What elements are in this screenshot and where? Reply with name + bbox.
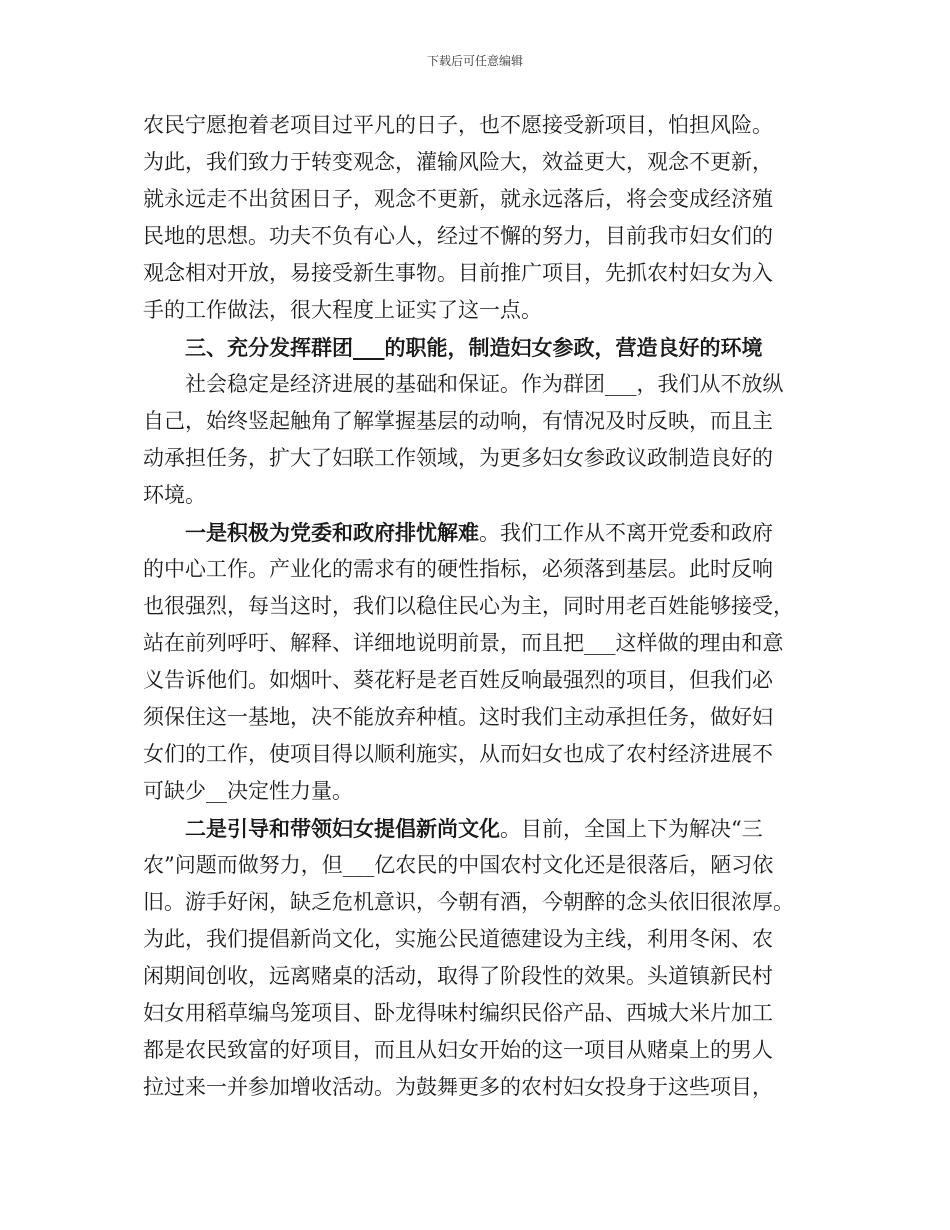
text-line: 义告诉他们。如烟叶、葵花籽是老百姓反响最强烈的项目，但我们必 [143,668,773,692]
text-line: 站在前列呼吁、解释、详细地说明前景，而且把___这样做的理由和意 [143,631,784,655]
point-text: 。我们工作从不离开党委和政府 [479,521,773,545]
document-body [143,107,811,1106]
text-line: 为此，我们提倡新尚文化，实施公民道德建设为主线，利用冬闲、农 [143,927,773,951]
text-line: 自己，始终竖起触角了解掌握基层的动响，有情况及时反映，而且主 [143,409,773,433]
section-heading: 三、充分发挥群团___的职能，制造妇女参政，营造良好的环境 [185,335,763,360]
text-line: 女们的工作，使项目得以顺利施实，从而妇女也成了农村经济进展不 [143,742,773,766]
text-line [143,514,811,551]
text-line: 拉过来一并参加增收活动。为鼓舞更多的农村妇女投身于这些项目， [143,1075,773,1099]
text-line: 可缺少__决定性力量。 [143,779,353,803]
point-text: 。目前，全国上下为解决“三 [500,817,763,841]
page-header: 下载后可任意编辑 [426,54,523,68]
text-line: 的中心工作。产业化的需求有的硬性指标，必须落到基层。此时反响 [143,557,773,581]
point-heading: 一是积极为党委和政府排忧解难 [185,520,479,545]
text-line: 环境。 [143,483,206,507]
point-heading: 二是引导和带领妇女提倡新尚文化 [185,816,500,841]
text-line: 动承担任务，扩大了妇联工作领域，为更多妇女参政议政制造良好的 [143,446,773,470]
text-line: 都是农民致富的好项目，而且从妇女开始的这一项目从赌桌上的男人 [143,1038,773,1062]
text-line: 农”问题而做努力，但___亿农民的中国农村文化还是很落后，陋习依 [143,853,774,877]
text-line: 观念相对开放，易接受新生事物。目前推广项目，先抓农村妇女为入 [143,261,773,285]
text-line: 民地的思想。功夫不负有心人，经过不懈的努力，目前我市妇女们的 [143,224,773,248]
text-line: 手的工作做法，很大程度上证实了这一点。 [143,298,542,322]
text-line: 旧。游手好闲，缺乏危机意识，今朝有酒，今朝醉的念头依旧很浓厚。 [143,890,794,914]
text-line: 为此，我们致力于转变观念，灌输风险大，效益更大，观念不更新， [143,150,773,174]
text-line: 农民宁愿抱着老项目过平凡的日子，也不愿接受新项目，怕担风险。 [143,113,773,137]
text-line: 社会稳定是经济进展的基础和保证。作为群团___，我们从不放纵 [185,372,784,396]
text-line: 闲期间创收，远离赌桌的活动，取得了阶段性的效果。头道镇新民村 [143,964,773,988]
text-line: 妇女用稻草编鸟笼项目、卧龙得味村编织民俗产品、西城大米片加工 [143,1001,773,1025]
text-line: 须保住这一基地，决不能放弃种植。这时我们主动承担任务，做好妇 [143,705,773,729]
text-line: 就永远走不出贫困日子，观念不更新，就永远落后，将会变成经济殖 [143,187,773,211]
text-line [143,810,811,847]
text-line: 也很强烈，每当这时，我们以稳住民心为主，同时用老百姓能够接受， [143,594,794,618]
